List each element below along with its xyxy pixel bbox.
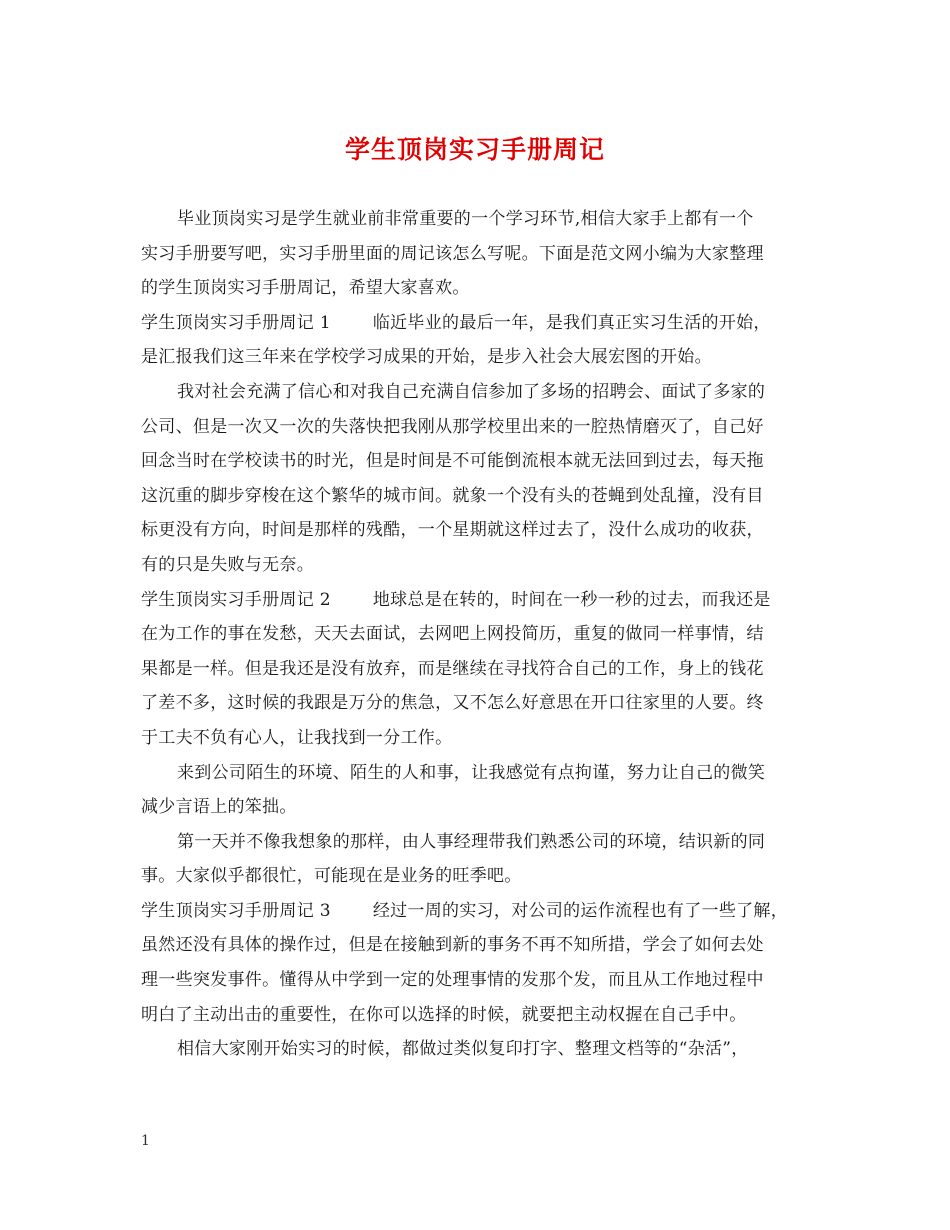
line-text: 我对社会充满了信心和对我自己充满自信参加了多场的招聘会、面试了多家的 — [177, 381, 766, 402]
line-text: 减少言语上的笨拙。 — [141, 797, 297, 818]
entry-heading: 学生顶岗实习手册周记 1 — [141, 312, 331, 333]
line-text: 是汇报我们这三年来在学校学习成果的开始，是步入社会大展宏图的开始。 — [141, 347, 712, 368]
line-text: 于工夫不负有心人，让我找到一分工作。 — [141, 727, 453, 748]
body-line — [141, 340, 811, 375]
line-text: 来到公司陌生的环境、陌生的人和事，让我感觉有点拘谨，努力让自己的微笑 — [177, 762, 766, 783]
body-line — [141, 237, 811, 272]
body-line — [141, 410, 811, 445]
body-line — [141, 202, 811, 237]
line-text: 虽然还没有具体的操作过，但是在接触到新的事务不再不知所措，学会了如何去处 — [141, 935, 764, 956]
body-line — [141, 375, 811, 410]
line-text: 回念当时在学校读书的时光，但是时间是不可能倒流根本就无法回到过去，每天拖 — [141, 451, 764, 472]
line-text: 地球总是在转的，时间在一秒一秒的过去，而我还是 — [372, 589, 771, 610]
entry-heading: 学生顶岗实习手册周记 2 — [141, 589, 331, 610]
body-line — [141, 479, 811, 514]
weekly-entry-line — [141, 894, 811, 929]
body-line — [141, 617, 811, 652]
line-text: 事。大家似乎都很忙，可能现在是业务的旺季吧。 — [141, 866, 522, 887]
document-title: 学生顶岗实习手册周记 — [344, 135, 605, 164]
line-text: 经过一周的实习，对公司的运作流程也有了一些了解， — [372, 900, 789, 921]
line-text: 理一些突发事件。懂得从中学到一定的处理事情的发那个发，而且从工作地过程中 — [141, 970, 764, 991]
body-line — [141, 652, 811, 687]
weekly-entry-line — [141, 306, 811, 341]
weekly-entry-line — [141, 583, 811, 618]
line-text: 明白了主动出击的重要性，在你可以选择的时候，就要把主动权握在自己手中。 — [141, 1004, 747, 1025]
line-text: 实习手册要写吧，实习手册里面的周记该怎么写呢。下面是范文网小编为大家整理 — [141, 243, 764, 264]
body-line — [141, 998, 811, 1033]
body-line — [141, 686, 811, 721]
body-line — [141, 790, 811, 825]
body-line — [141, 756, 811, 791]
body-line — [141, 444, 811, 479]
body-line — [141, 548, 811, 583]
body-line — [141, 721, 811, 756]
body-line — [141, 513, 811, 548]
entry-heading: 学生顶岗实习手册周记 3 — [141, 900, 331, 921]
line-text: 这沉重的脚步穿梭在这个繁华的城市间。就象一个没有头的苍蝇到处乱撞，没有目 — [141, 485, 764, 506]
line-text: 第一天并不像我想象的那样，由人事经理带我们熟悉公司的环境，结识新的同 — [177, 831, 766, 852]
body-line — [141, 825, 811, 860]
line-text: 标更没有方向，时间是那样的残酷，一个星期就这样过去了，没什么成功的收获， — [141, 520, 764, 541]
body-line — [141, 1032, 811, 1067]
body-line — [141, 859, 811, 894]
document-body — [141, 202, 811, 1067]
line-text: 了差不多，这时候的我跟是万分的焦急，又不怎么好意思在开口往家里的人要。终 — [141, 693, 764, 714]
body-line — [141, 928, 811, 963]
page-number: 1 — [141, 1133, 150, 1149]
line-text: 公司、但是一次又一次的失落快把我刚从那学校里出来的一腔热情磨灭了，自己好 — [141, 416, 764, 437]
body-line — [141, 963, 811, 998]
body-line — [141, 271, 811, 306]
line-text: 毕业顶岗实习是学生就业前非常重要的一个学习环节,相信大家手上都有一个 — [177, 209, 754, 229]
line-text: 果都是一样。但是我还是没有放弃，而是继续在寻找符合自己的工作，身上的钱花 — [141, 658, 764, 679]
line-text: 有的只是失败与无奈。 — [141, 554, 314, 575]
line-text: 相信大家刚开始实习的时候，都做过类似复印打字、整理文档等的“杂活”， — [177, 1039, 749, 1060]
line-text: 在为工作的事在发愁，天天去面试，去网吧上网投简历，重复的做同一样事情，结 — [141, 624, 764, 645]
line-text: 临近毕业的最后一年，是我们真正实习生活的开始， — [372, 312, 771, 333]
line-text: 的学生顶岗实习手册周记，希望大家喜欢。 — [141, 278, 470, 299]
